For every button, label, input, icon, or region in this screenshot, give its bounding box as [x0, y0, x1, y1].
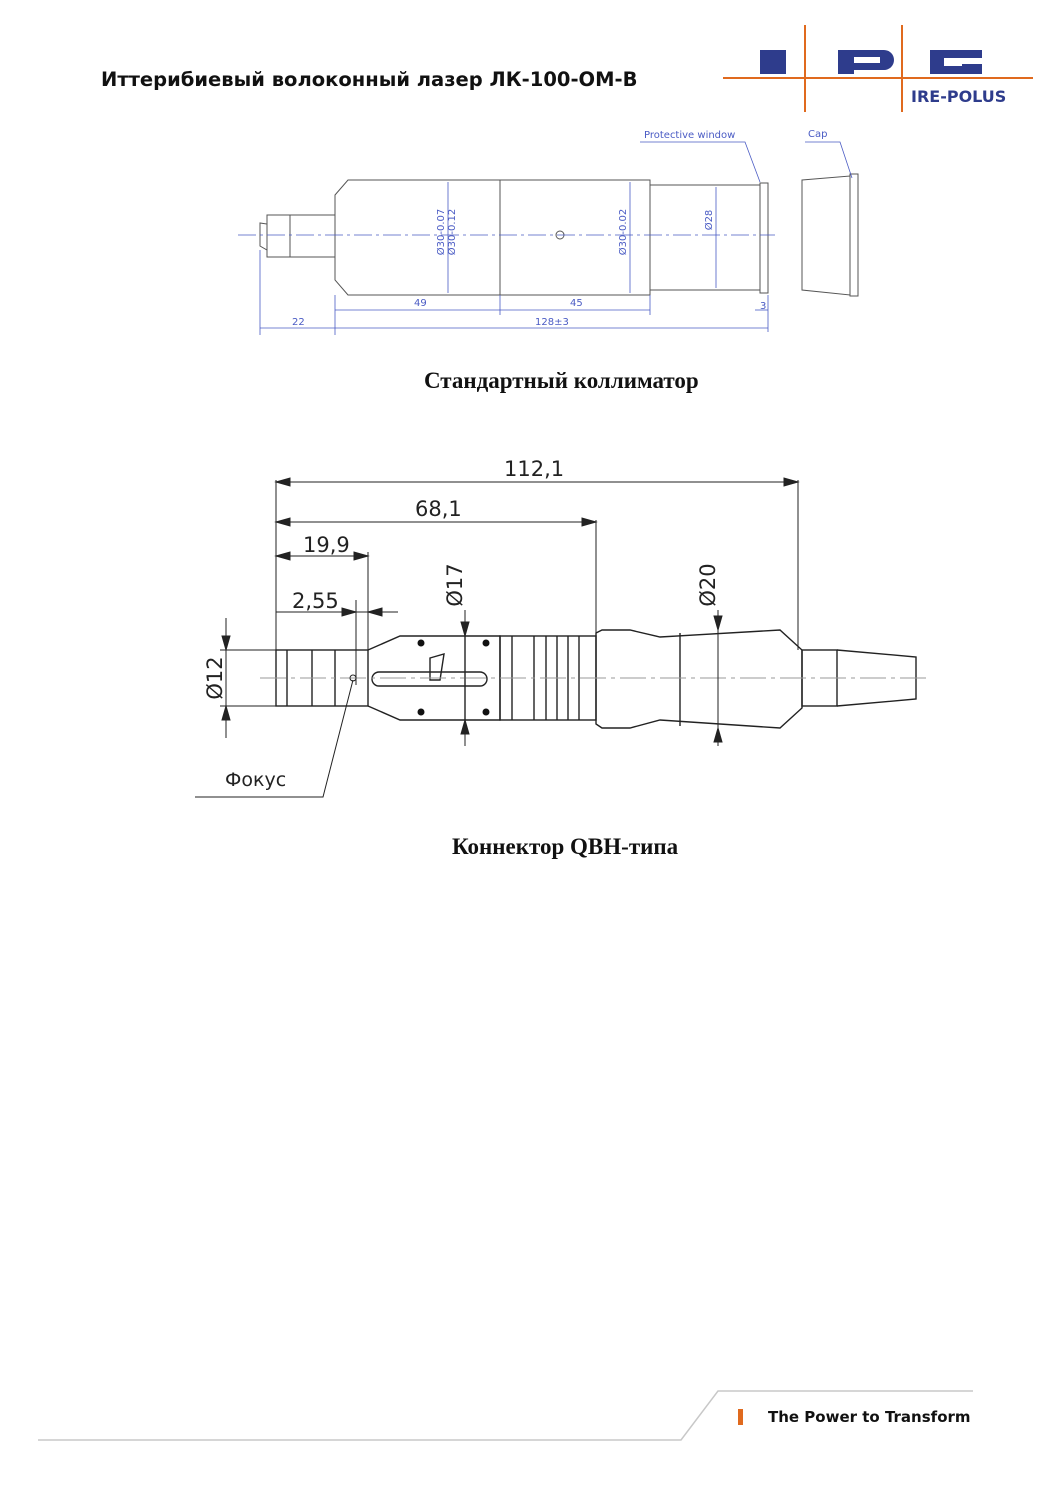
- dim-22: 22: [292, 317, 305, 328]
- dim-d30-007: Ø30-0.07: [436, 208, 447, 256]
- dim-d12: Ø12: [203, 656, 227, 700]
- dim-45: 45: [570, 298, 583, 309]
- dim-d30-012: Ø30-0.12: [447, 208, 458, 256]
- logo-letter-p: [838, 50, 894, 74]
- dim-d20: Ø20: [696, 563, 720, 607]
- qbh-drawing: [190, 450, 950, 810]
- logo-letter-i: [760, 50, 786, 74]
- logo-subtitle: IRE-POLUS: [911, 87, 1007, 106]
- document-title: Иттерибиевый волоконный лазер ЛК-100-ОМ-В: [101, 68, 638, 91]
- protective-window-label: Protective window: [644, 130, 736, 141]
- dim-112: 112,1: [504, 457, 565, 481]
- dim-3: 3: [760, 301, 767, 312]
- footer-accent-bar: [738, 1409, 743, 1425]
- dim-68: 68,1: [415, 497, 462, 521]
- footer-slogan: The Power to Transform: [768, 1408, 971, 1426]
- collimator-caption: Стандартный коллиматор: [424, 368, 699, 393]
- cap-label: Cap: [808, 129, 828, 140]
- dim-19: 19,9: [303, 533, 350, 557]
- dim-d28: Ø28: [704, 209, 715, 231]
- focus-label: Фокус: [225, 769, 287, 791]
- dim-128: 128±3: [535, 317, 569, 328]
- dim-49: 49: [414, 298, 427, 309]
- ipg-logo: [718, 20, 1038, 120]
- dim-2-55: 2,55: [292, 589, 339, 613]
- collimator-drawing: [230, 120, 870, 340]
- qbh-caption: Коннектор QBH-типа: [452, 834, 679, 859]
- dim-d30-002: Ø30-0.02: [618, 208, 629, 256]
- dim-d17: Ø17: [443, 563, 467, 607]
